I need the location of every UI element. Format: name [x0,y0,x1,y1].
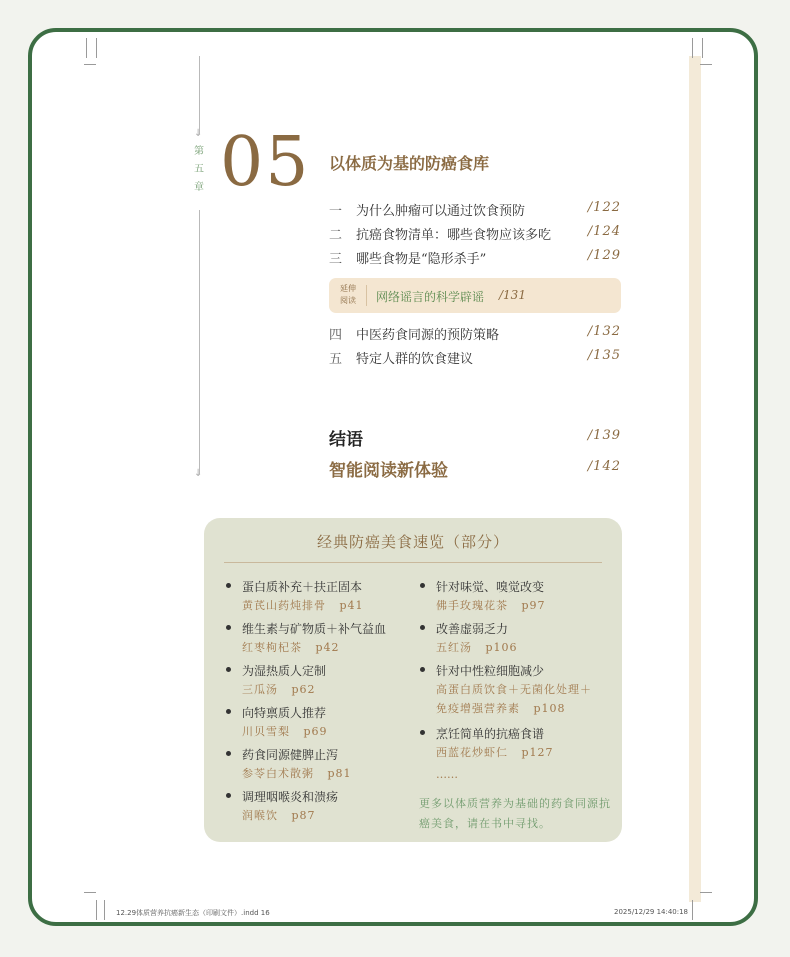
bullet-icon [226,667,231,672]
crop-mark [86,38,87,58]
recipe-page: p106 [485,641,518,654]
recipe-name: 红枣枸杞茶 p42 [242,641,340,654]
crop-mark [84,64,96,65]
crop-mark [96,38,97,58]
recipe-category: 调理咽喉炎和溃疡 [242,790,339,804]
toc-item[interactable] [329,248,621,268]
recipe-name: 五红汤 p106 [436,641,518,654]
recipe-category: 向特禀质人推荐 [242,706,327,720]
toc-item-title: 特定人群的饮食建议 [356,352,474,367]
arrow-down-icon: ↓ [194,468,203,479]
crop-mark [692,900,693,920]
recipe-name: 佛手玫瑰花茶 p97 [436,599,546,612]
recipe-category: 烹饪简单的抗癌食谱 [436,727,545,741]
crop-mark [96,900,97,920]
recipe-page: p69 [303,725,328,738]
toc-closing-page: /139 [587,428,621,443]
toc-item-page: /129 [587,248,621,263]
recipe-name: 黄芪山药炖排骨 p41 [242,599,364,612]
bullet-icon [226,751,231,756]
toc-item-number: 四 [329,328,343,343]
chapter-number: 05 [220,123,311,202]
toc-item[interactable] [329,324,621,344]
toc-item-number: 二 [329,228,343,243]
crop-mark [104,900,105,920]
page-edge-strip [689,56,701,902]
recipe-name: 高蛋白质饮食＋无菌化处理＋ [436,683,592,696]
print-file-info: 12.29体质营养抗癌新生态（印刷文件）.indd 16 [116,909,270,917]
toc-item-number: 一 [329,204,343,219]
toc-item-title: 哪些食物是“隐形杀手” [356,252,487,267]
panel-note: 更多以体质营养为基础的药食同源抗癌美食，请在书中寻找。 [419,797,611,830]
bullet-icon [226,709,231,714]
chapter-line-top [199,56,200,134]
recipe-category: 药食同源健脾止泻 [242,748,339,762]
toc-item-title: 为什么肿瘤可以通过饮食预防 [356,204,526,219]
recipe-name: 西蓝花炒虾仁 p127 [436,746,554,759]
page-frame [28,28,758,926]
bullet-icon [420,625,425,630]
crop-mark [84,892,96,893]
toc-closing-title: 智能阅读新体验 [329,461,448,481]
bullet-icon [420,583,425,588]
recipe-page: p41 [339,599,364,612]
chapter-label: 第五章 [194,146,204,193]
chapter-line-bottom [199,210,200,474]
recipe-name: 参苓白术散粥 p81 [242,767,352,780]
print-timestamp: 2025/12/29 14:40:18 [614,908,689,916]
recipe-category: 针对味觉、嗅觉改变 [436,580,545,594]
divider [366,285,367,306]
toc-closing-item[interactable] [329,425,621,449]
recipe-category: 针对中性粒细胞减少 [436,664,545,678]
toc-closing-page: /142 [587,459,621,474]
toc-item-title: 抗癌食物清单：哪些食物应该多吃 [356,228,552,243]
crop-mark [700,64,712,65]
recipe-name: 润喉饮 p87 [242,809,316,822]
recipe-name: 三瓜汤 p62 [242,683,316,696]
toc-item-title: 中医药食同源的预防策略 [356,328,500,343]
recipe-panel [204,518,622,842]
recipe-page: p81 [327,767,352,780]
bullet-icon [226,625,231,630]
crop-mark [692,38,693,58]
recipe-category: 为湿热质人定制 [242,664,327,678]
toc-item[interactable] [329,224,621,244]
crop-mark [702,38,703,58]
chapter-title: 以体质为基的防癌食库 [329,154,490,173]
bullet-icon [226,793,231,798]
recipe-page: p127 [521,746,554,759]
toc-item[interactable] [329,348,621,368]
recipe-name-cont: 免疫增强营养素 p108 [436,702,566,715]
recipe-name: 川贝雪梨 p69 [242,725,328,738]
toc-item-page: /122 [587,200,621,215]
toc-item-number: 五 [329,352,343,367]
extended-reading-label: 延伸阅读 [340,284,356,305]
extended-reading-title: 网络谣言的科学辟谣 [376,290,485,304]
recipe-page: p42 [315,641,340,654]
recipe-page: p97 [521,599,546,612]
more-ellipsis: …… [436,768,458,781]
crop-mark [700,892,712,893]
toc-item-page: /135 [587,348,621,363]
panel-title: 经典防癌美食速览（部分） [316,533,509,551]
recipe-page: p87 [291,809,316,822]
recipe-category: 维生素与矿物质＋补气益血 [242,622,387,636]
bullet-icon [420,730,425,735]
toc-item-number: 三 [329,252,343,267]
toc-item[interactable] [329,200,621,220]
recipe-category: 改善虚弱乏力 [436,622,509,636]
arrow-down-icon: ↓ [194,128,203,139]
toc-closing-item[interactable] [329,456,621,480]
toc-closing-title: 结语 [329,430,363,450]
bullet-icon [226,583,231,588]
panel-divider [224,562,602,563]
recipe-page: p62 [291,683,316,696]
bullet-icon [420,667,425,672]
extended-reading-page: /131 [499,288,526,302]
recipe-category: 蛋白质补充＋扶正固本 [242,580,363,594]
recipe-page: p108 [533,702,566,715]
extended-reading-box[interactable] [329,278,621,313]
toc-item-page: /132 [587,324,621,339]
toc-item-page: /124 [587,224,621,239]
